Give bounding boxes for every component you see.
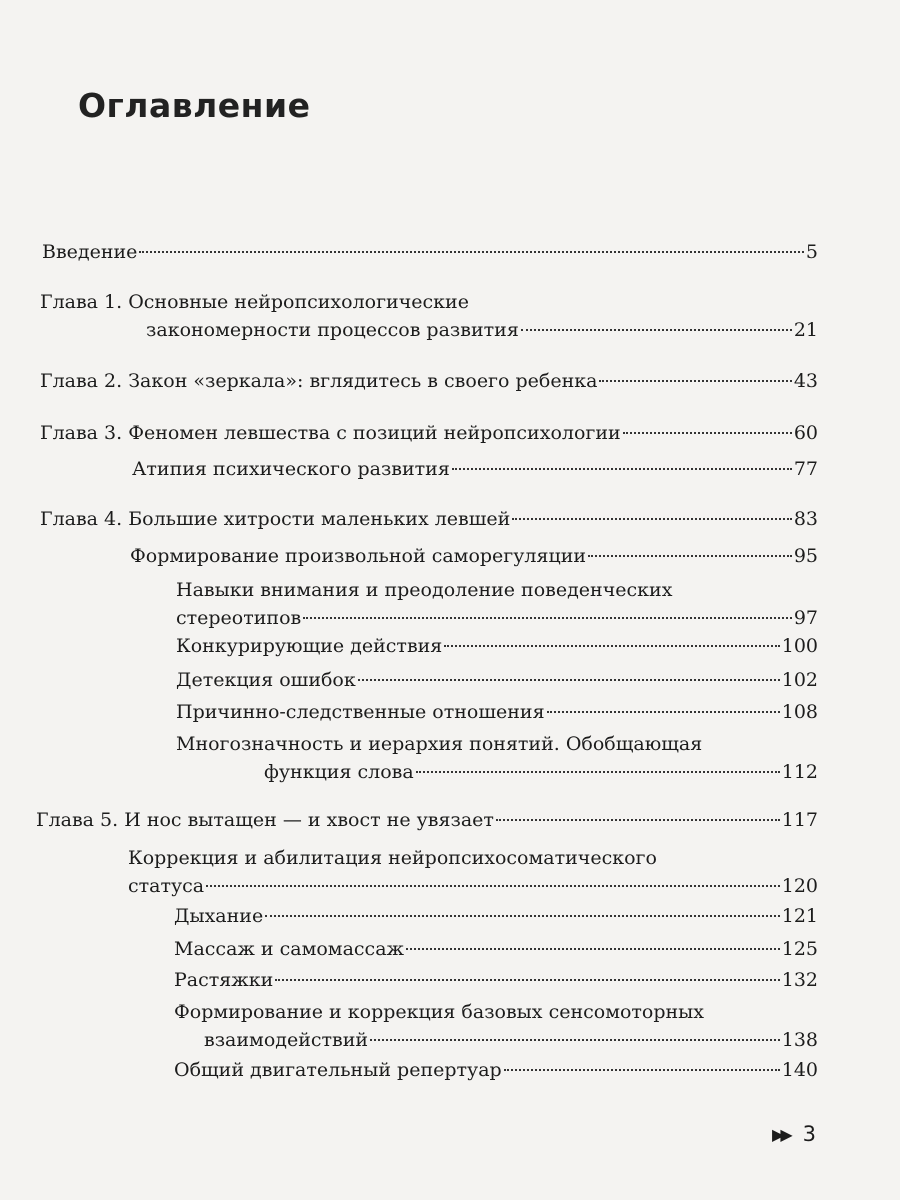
dot-leader bbox=[303, 617, 792, 619]
entry-title: Конкурирующие действия bbox=[176, 635, 443, 657]
toc-entry-sensorimotor[interactable] bbox=[174, 998, 818, 1054]
entry-page: 108 bbox=[781, 701, 818, 723]
entry-title: функция слова bbox=[264, 761, 414, 783]
page-number: 3 bbox=[802, 1122, 816, 1146]
entry-title-line1: Навыки внимания и преодоление поведенческих bbox=[176, 579, 673, 601]
toc-entry-motor-repertoire[interactable] bbox=[174, 1056, 818, 1084]
entry-page: 121 bbox=[781, 905, 818, 927]
toc-entry-chapter-5[interactable] bbox=[36, 806, 818, 834]
toc-entry-competing-actions[interactable] bbox=[176, 632, 818, 660]
entry-title: Глава 5. И нос вытащен — и хвост не увязает bbox=[36, 809, 494, 831]
entry-title: Глава 4. Большие хитрости маленьких левшей bbox=[40, 508, 511, 530]
toc-entry-attention-skills[interactable] bbox=[176, 576, 818, 632]
dot-leader bbox=[406, 948, 780, 950]
toc-entry-massage[interactable] bbox=[174, 935, 818, 963]
dot-leader bbox=[452, 468, 792, 470]
entry-title: Глава 2. Закон «зеркала»: вглядитесь в своего ребенка bbox=[40, 370, 598, 392]
entry-page: 77 bbox=[793, 458, 818, 480]
entry-page: 21 bbox=[793, 319, 818, 341]
toc-entry-stretching[interactable] bbox=[174, 966, 818, 994]
entry-page: 125 bbox=[781, 938, 818, 960]
entry-title: Атипия психического развития bbox=[132, 458, 450, 480]
entry-page: 43 bbox=[793, 370, 818, 392]
entry-page: 100 bbox=[781, 635, 818, 657]
toc-entry-chapter-2[interactable] bbox=[40, 367, 818, 395]
page-title: Оглавление bbox=[78, 86, 311, 125]
toc-entry-breathing[interactable] bbox=[174, 902, 818, 930]
dot-leader bbox=[265, 915, 780, 917]
toc-entry-atypia[interactable] bbox=[132, 455, 818, 483]
entry-page: 83 bbox=[793, 508, 818, 530]
dot-leader bbox=[512, 518, 792, 520]
toc-entry-chapter-1[interactable] bbox=[40, 288, 818, 344]
toc-entry-correction-habilitation[interactable] bbox=[128, 844, 818, 900]
dot-leader bbox=[139, 251, 803, 253]
entry-title: Растяжки bbox=[174, 969, 274, 991]
entry-page: 97 bbox=[793, 607, 818, 629]
entry-page: 117 bbox=[781, 809, 818, 831]
dot-leader bbox=[599, 380, 791, 382]
entry-title: Глава 3. Феномен левшества с позиций нейропсихологии bbox=[40, 422, 621, 444]
entry-title: Общий двигательный репертуар bbox=[174, 1059, 502, 1081]
entry-title: Причинно-следственные отношения bbox=[176, 701, 545, 723]
entry-page: 112 bbox=[781, 761, 818, 783]
dot-leader bbox=[588, 555, 792, 557]
entry-title: статуса bbox=[128, 875, 205, 897]
toc-entry-chapter-3[interactable] bbox=[40, 419, 818, 447]
dot-leader bbox=[521, 329, 792, 331]
entry-title: стереотипов bbox=[176, 607, 302, 629]
page-footer bbox=[772, 1122, 816, 1146]
dot-leader bbox=[623, 432, 792, 434]
entry-page: 102 bbox=[781, 669, 818, 691]
dot-leader bbox=[275, 979, 779, 981]
dot-leader bbox=[370, 1039, 780, 1041]
toc-entry-cause-effect[interactable] bbox=[176, 698, 818, 726]
entry-title: Введение bbox=[42, 241, 138, 263]
entry-title: взаимодействий bbox=[204, 1029, 369, 1051]
toc-entry-self-regulation[interactable] bbox=[130, 542, 818, 570]
dot-leader bbox=[504, 1069, 780, 1071]
dot-leader bbox=[496, 819, 780, 821]
dot-leader bbox=[547, 711, 780, 713]
toc-entry-introduction[interactable] bbox=[42, 238, 818, 266]
entry-title: Массаж и самомассаж bbox=[174, 938, 404, 960]
entry-page: 95 bbox=[793, 545, 818, 567]
entry-page: 60 bbox=[793, 422, 818, 444]
entry-title: Формирование произвольной саморегуляции bbox=[130, 545, 587, 567]
entry-title-line1: Многозначность и иерархия понятий. Обобщающая bbox=[176, 733, 703, 755]
entry-page: 120 bbox=[781, 875, 818, 897]
dot-leader bbox=[444, 645, 779, 647]
toc-entry-error-detection[interactable] bbox=[176, 666, 818, 694]
entry-page: 132 bbox=[781, 969, 818, 991]
toc-entry-chapter-4[interactable] bbox=[40, 505, 818, 533]
toc-entry-polysemy[interactable] bbox=[176, 730, 818, 786]
dot-leader bbox=[416, 771, 780, 773]
dot-leader bbox=[358, 679, 780, 681]
dot-leader bbox=[206, 885, 780, 887]
entry-page: 140 bbox=[781, 1059, 818, 1081]
entry-page: 5 bbox=[805, 241, 818, 263]
entry-title-line1: Формирование и коррекция базовых сенсомоторных bbox=[174, 1001, 705, 1023]
entry-title-line1: Коррекция и абилитация нейропсихосоматического bbox=[128, 847, 657, 869]
entry-title: Дыхание bbox=[174, 905, 264, 927]
double-arrow-icon: ▶▶ bbox=[772, 1124, 789, 1144]
entry-title-line1: Глава 1. Основные нейропсихологические bbox=[40, 291, 469, 313]
entry-page: 138 bbox=[781, 1029, 818, 1051]
entry-title: закономерности процессов развития bbox=[146, 319, 519, 341]
entry-title: Детекция ошибок bbox=[176, 669, 356, 691]
